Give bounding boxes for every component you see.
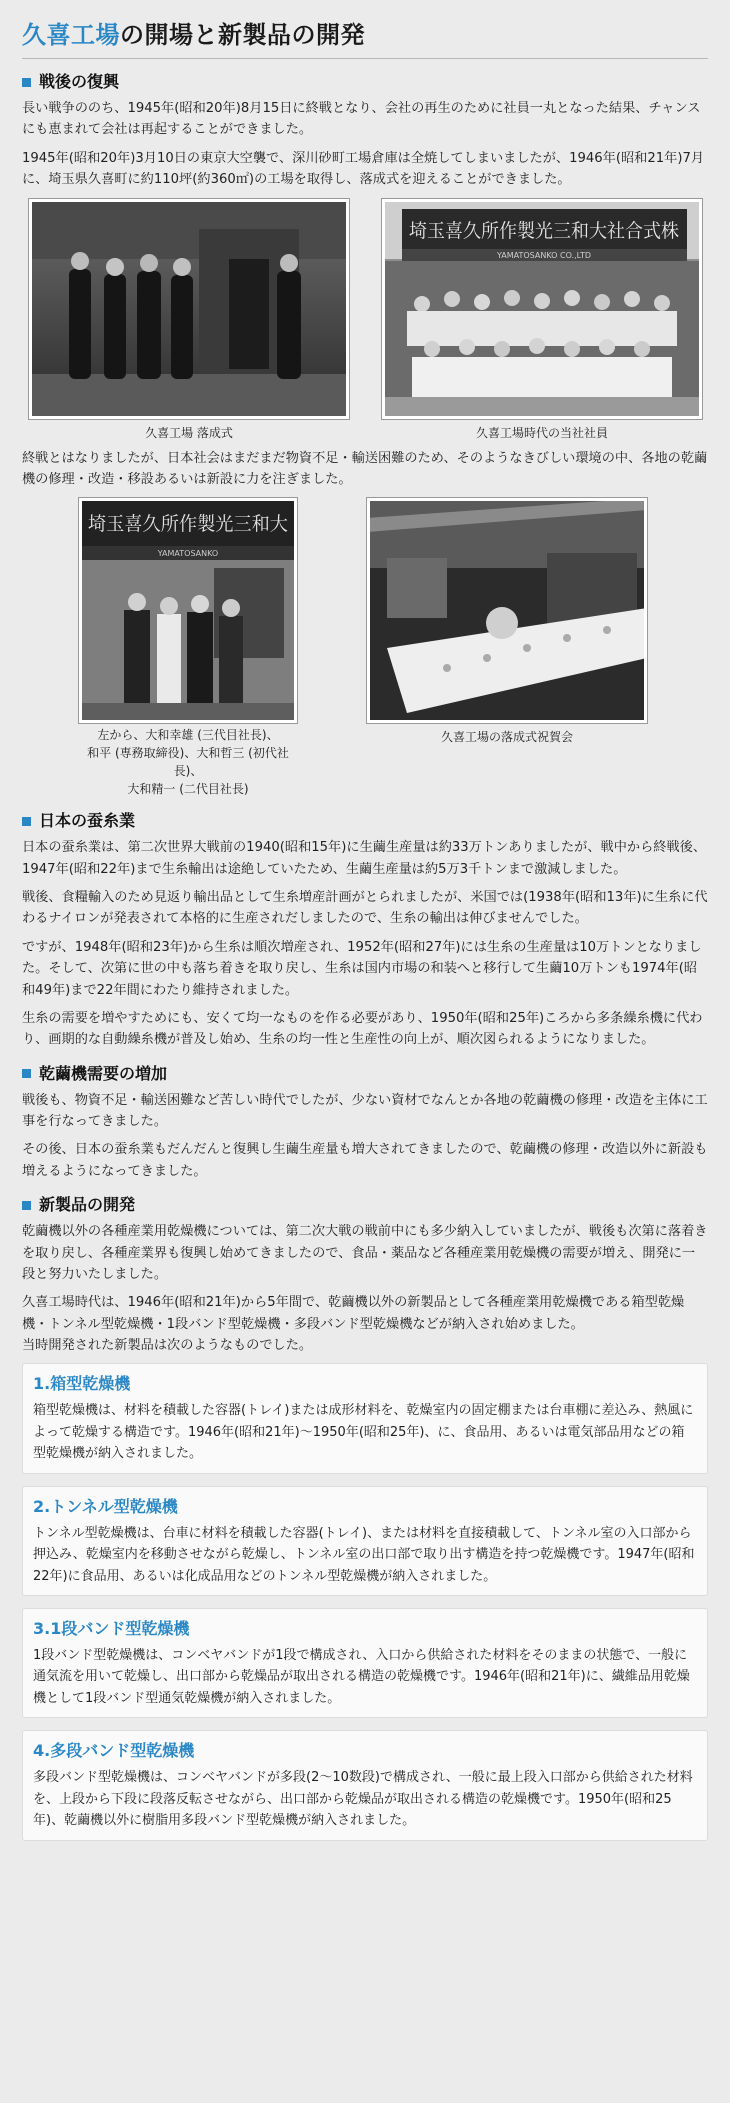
photo-presidents-image <box>79 498 297 723</box>
photo-caption <box>78 726 298 798</box>
product-title: 3.1段バンド型乾燥機 <box>33 1619 190 1638</box>
photo-company-staff <box>381 198 703 420</box>
product-card <box>22 1363 708 1473</box>
section-heading-postwar <box>22 71 708 93</box>
section-heading-dryer-demand <box>22 1063 708 1085</box>
page-title-highlight: 久喜工場 <box>22 21 120 49</box>
photo-company-staff-image <box>382 199 702 419</box>
photo-caption: 久喜工場 落成式 <box>145 425 233 440</box>
sign-roman-text: YAMATOSANKO <box>157 549 219 559</box>
photo-figure <box>381 198 703 442</box>
sign-roman-text: YAMATOSANKO CO.,LTD <box>496 250 592 260</box>
photo-figure <box>78 497 298 798</box>
paragraph: その後、日本の蚕糸業もだんだんと復興し生繭生産量も増大されてきましたので、乾繭機の修理・改造以外に新設も増えるようになってきました。 <box>22 1142 708 1179</box>
product-description: 箱型乾燥機は、材料を積載した容器(トレイ)または成形材料を、乾燥室内の固定棚または台車棚に差込み、熱風によって乾燥する構造です。1946年(昭和21年)～1950年(昭和25年)、に、食品用、あるいは電気部品用などの箱型乾燥機が納入されました。 <box>33 1403 694 1462</box>
paragraph: 日本の蚕糸業は、第二次世界大戦前の1940(昭和15年)に生繭生産量は約33万トンありましたが、戦中から終戦後、1947年(昭和22年)まで生糸輸出は途絶していたため、生繭生産量は約5万3千トンまで激減しました。 <box>22 840 707 877</box>
photo-opening-ceremony <box>28 198 350 420</box>
photo-caption-line: 大和精一 (二代目社長) <box>127 782 249 797</box>
photo-row-1 <box>22 198 708 442</box>
photo-caption: 久喜工場時代の当社社員 <box>475 425 608 440</box>
photo-caption-line: 和平 (専務取締役)、大和哲三 (初代社長)、 <box>87 746 289 779</box>
page-title-rest: の開場と新製品の開発 <box>120 21 365 49</box>
photo-caption-line: 左から、大和幸雄 (三代目社長)、 <box>97 728 279 743</box>
square-bullet-icon <box>22 1069 31 1078</box>
square-bullet-icon <box>22 78 31 87</box>
photo-caption: 久喜工場の落成式祝賀会 <box>440 730 573 745</box>
paragraph: 1945年(昭和20年)3月10日の東京大空襲で、深川砂町工場倉庫は全焼してしまいましたが、1946年(昭和21年)7月に、埼玉県久喜町に約110坪(約360㎡)の工場を取得し、落成式を迎えることができました。 <box>22 150 705 188</box>
product-description: 1段バンド型乾燥機は、コンベヤバンドが1段で構成され、入口から供給された材料をそのままの状態で、一般に通気流を用いて乾燥し、出口部から乾燥品が取出される構造の乾燥機です。1946年(昭和21年)に、繊維品用乾燥機として1段バンド型通気乾燥機が納入されました。 <box>33 1648 690 1706</box>
square-bullet-icon <box>22 817 31 826</box>
product-card <box>22 1730 708 1840</box>
product-description: 多段バンド型乾燥機は、コンベヤバンドが多段(2～10数段)で構成され、一般に最上段入口部から供給された材料を、上段から下段に段落反転させながら、出口部から乾燥品が取出される構造の乾燥機です。1950年(昭和25年)、乾繭機以外に樹脂用多段バンド型乾燥機が納入されました。 <box>33 1770 693 1829</box>
photo-figure <box>28 198 350 442</box>
product-title: 2.トンネル型乾燥機 <box>33 1496 178 1516</box>
photo-row-2 <box>22 497 708 798</box>
photo-celebration <box>366 497 648 724</box>
section-heading-sericulture <box>22 810 708 832</box>
paragraph: 長い戦争ののち、1945年(昭和20年)8月15日に終戦となり、会社の再生のために社員一丸となった結果、チャンスにも恵まれて会社は再起することができました。 <box>22 101 701 138</box>
paragraph: 終戦とはなりましたが、日本社会はまだまだ物資不足・輸送困難のため、そのようなきびしい環境の中、各地の乾繭機の修理・改造・移設あるいは新設に力を注ぎました。 <box>22 450 708 487</box>
sign-text: 埼玉喜久所作製光三和大 <box>88 513 288 536</box>
section-heading-text: 戦後の復興 <box>39 72 120 91</box>
section-heading-text: 乾繭機需要の増加 <box>39 1063 168 1083</box>
section-heading-text: 新製品の開発 <box>39 1195 136 1215</box>
paragraph: 当時開発された新製品は次のようなものでした。 <box>22 1338 313 1353</box>
page-title <box>22 18 708 59</box>
photo-figure <box>366 497 648 798</box>
product-card <box>22 1608 708 1718</box>
photo-celebration-image <box>367 498 647 723</box>
square-bullet-icon <box>22 1201 31 1210</box>
photo-presidents <box>78 497 298 724</box>
paragraph: 久喜工場時代は、1946年(昭和21年)から5年間で、乾繭機以外の新製品として各種産業用乾燥機である箱型乾燥機・トンネル型乾燥機・1段バンド型乾燥機・多段バンド型乾燥機などが納入され始めました。 <box>22 1295 685 1332</box>
section-heading-new-products <box>22 1194 708 1216</box>
paragraph: 戦後、食糧輸入のため見返り輸出品として生糸増産計画がとられましたが、米国では(1938年(昭和13年)に生糸に代わるナイロンが発表されて本格的に生産されだしましたので、生糸の輸出は伸びませんでした。 <box>22 890 708 927</box>
product-card <box>22 1486 708 1596</box>
paragraph: ですが、1948年(昭和23年)から生糸は順次増産され、1952年(昭和27年)には生糸の生産量は10万トンとなりました。そして、次第に世の中も落ち着きを取り戻し、生糸は国内市場の和装へと移行して生繭10万トンも1974年(昭和49年)まで22年間にわたり維持されました。 <box>22 939 702 998</box>
paragraph: 戦後も、物資不足・輸送困難など苦しい時代でしたが、少ない資材でなんとか各地の乾繭機の修理・改造を主体に工事を行なってきました。 <box>22 1092 708 1129</box>
paragraph: 乾繭機以外の各種産業用乾燥機については、第二次大戦の戦前中にも多少納入していましたが、戦後も次第に落着きを取り戻し、各種産業界も復興し始めてきましたので、食品・薬品など各種産業用乾燥機の需要が増え、開発に一段と努力いたしました。 <box>22 1224 708 1282</box>
product-title: 1.箱型乾燥機 <box>33 1374 131 1394</box>
product-title: 4.多段バンド型乾燥機 <box>33 1741 195 1761</box>
section-heading-text: 日本の蚕糸業 <box>39 811 136 831</box>
paragraph: 生糸の需要を増やすためにも、安くて均一なものを作る必要があり、1950年(昭和25年)ころから多条繰糸機に代わり、画期的な自動繰糸機が普及し始め、生糸の均一性と生産性の向上が、順次図られるようになりました。 <box>22 1010 703 1048</box>
product-description: トンネル型乾燥機は、台車に材料を積載した容器(トレイ)、または材料を直接積載して、トンネル室の入口部から押込み、乾燥室内を移動させながら乾燥し、トンネル室の出口部で取り出す構造を持つ乾燥機です。1947年(昭和22年)に食品用、あるいは化成品用などのトンネル型乾燥機が納入されました。 <box>33 1525 695 1584</box>
photo-opening-ceremony-image <box>29 199 349 419</box>
sign-text: 埼玉喜久所作製光三和大社合式株 <box>409 219 679 242</box>
